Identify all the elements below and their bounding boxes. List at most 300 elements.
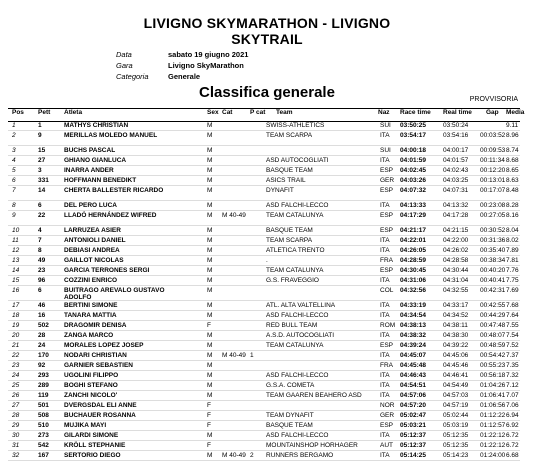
cell-pos: 6 bbox=[12, 177, 16, 184]
cell-gap: 01:12:22 bbox=[480, 412, 506, 419]
cell-sex: M bbox=[207, 202, 213, 209]
cell-race: 04:02:45 bbox=[400, 167, 427, 174]
status-label: PROVVISORIA bbox=[469, 96, 518, 103]
cell-race: 04:46:43 bbox=[400, 372, 427, 379]
col-pett: Pett bbox=[38, 109, 51, 116]
cell-pos: 4 bbox=[12, 157, 16, 164]
col-atleta: Atleta bbox=[64, 109, 83, 116]
section-title: Classifica generale bbox=[199, 84, 335, 101]
cell-naz: GER bbox=[380, 177, 395, 184]
cell-real: 05:14:23 bbox=[443, 452, 469, 459]
cell-gap: 00:23:08 bbox=[480, 202, 506, 209]
cell-name: MERILLAS MOLEDO MANUEL bbox=[64, 132, 158, 139]
cell-media: 8.74 bbox=[506, 147, 519, 154]
cell-naz: ESP bbox=[380, 422, 394, 429]
cell-pos: 21 bbox=[12, 342, 20, 349]
cell-pett: 289 bbox=[38, 382, 49, 389]
cell-media: 6.72 bbox=[506, 442, 519, 449]
cell-media: 7.52 bbox=[506, 342, 519, 349]
cell-pett: 1 bbox=[38, 122, 42, 129]
cell-sex: M bbox=[207, 312, 213, 319]
cell-real: 04:38:30 bbox=[443, 332, 469, 339]
table-row bbox=[8, 211, 520, 226]
cell-pett: 96 bbox=[38, 277, 46, 284]
cell-race: 04:57:06 bbox=[400, 392, 427, 399]
cell-sex: M bbox=[207, 277, 213, 284]
meta-value: Livigno SkyMarathon bbox=[168, 61, 244, 70]
cell-pett: 6 bbox=[38, 202, 42, 209]
cell-gap: 00:42:55 bbox=[480, 302, 506, 309]
cell-pos: 17 bbox=[12, 302, 20, 309]
cell-race: 04:21:17 bbox=[400, 227, 427, 234]
cell-media: 6.72 bbox=[506, 432, 519, 439]
cell-race: 04:30:45 bbox=[400, 267, 427, 274]
table-row bbox=[8, 391, 520, 401]
cell-gap: 00:27:05 bbox=[480, 212, 506, 219]
cell-gap: 00:17:07 bbox=[480, 187, 506, 194]
table-row bbox=[8, 176, 520, 186]
table-row bbox=[8, 256, 520, 266]
meta-line bbox=[116, 50, 248, 59]
table-row bbox=[8, 186, 520, 201]
cell-pett: 501 bbox=[38, 402, 49, 409]
cell-pett: 293 bbox=[38, 372, 49, 379]
table-row bbox=[8, 331, 520, 341]
cell-cat: M 40-49 bbox=[222, 452, 246, 459]
cell-sex: M bbox=[207, 247, 213, 254]
cell-media: 8.02 bbox=[506, 237, 519, 244]
cell-real: 04:13:32 bbox=[443, 202, 469, 209]
cell-media: 9.11 bbox=[506, 122, 519, 129]
cell-real: 04:34:52 bbox=[443, 312, 469, 319]
cell-pos: 16 bbox=[12, 287, 20, 294]
cell-name: DRAGOMIR DENISA bbox=[64, 322, 127, 329]
cell-race: 04:32:56 bbox=[400, 287, 427, 294]
cell-pos: 13 bbox=[12, 257, 20, 264]
cell-real: 04:38:11 bbox=[443, 322, 468, 329]
cell-pos: 30 bbox=[12, 432, 20, 439]
cell-team: TEAM CATALUNYA bbox=[266, 342, 324, 349]
cell-real: 04:31:04 bbox=[443, 277, 469, 284]
cell-naz: GER bbox=[380, 412, 395, 419]
cell-pett: 46 bbox=[38, 302, 46, 309]
cell-media: 7.37 bbox=[506, 352, 519, 359]
cell-media: 7.89 bbox=[506, 247, 519, 254]
cell-pos: 11 bbox=[12, 237, 19, 244]
cell-gap: 00:48:07 bbox=[480, 332, 506, 339]
cell-naz: ITA bbox=[380, 237, 390, 244]
cell-naz: AUT bbox=[380, 442, 393, 449]
cell-naz: ITA bbox=[380, 202, 390, 209]
cell-sex: M bbox=[207, 287, 213, 294]
cell-team: RUNNERS BERGAMO bbox=[266, 452, 334, 459]
cell-media: 8.04 bbox=[506, 227, 519, 234]
cell-team: TEAM SCARPA bbox=[266, 132, 313, 139]
cell-team: BASQUE TEAM bbox=[266, 422, 313, 429]
cell-real: 04:57:19 bbox=[443, 402, 469, 409]
table-row bbox=[8, 441, 520, 451]
cell-name: GARCIA TERRONES SERGI bbox=[64, 267, 150, 274]
cell-sex: M bbox=[207, 227, 213, 234]
cell-naz: ITA bbox=[380, 432, 390, 439]
cell-sex: F bbox=[207, 422, 211, 429]
cell-pett: 542 bbox=[38, 442, 49, 449]
cell-race: 04:01:59 bbox=[400, 157, 427, 164]
cell-team: RED BULL TEAM bbox=[266, 322, 318, 329]
cell-pos: 18 bbox=[12, 312, 20, 319]
cell-pett: 331 bbox=[38, 177, 49, 184]
cell-sex: M bbox=[207, 147, 213, 154]
cell-media: 8.48 bbox=[506, 187, 519, 194]
cell-naz: ITA bbox=[380, 277, 390, 284]
cell-pett: 6 bbox=[38, 287, 42, 294]
cell-sex: M bbox=[207, 237, 213, 244]
cell-name: INARRA ANDER bbox=[64, 167, 114, 174]
table-row bbox=[8, 431, 520, 441]
col-naz: Naz bbox=[378, 109, 390, 116]
table-row bbox=[8, 156, 520, 166]
cell-media: 7.12 bbox=[506, 382, 519, 389]
table-row bbox=[8, 371, 520, 381]
cell-name: BUCHS PASCAL bbox=[64, 147, 116, 154]
cell-sex: M bbox=[207, 122, 213, 129]
cell-race: 05:02:47 bbox=[400, 412, 427, 419]
cell-team: MOUNTAINSHOP HÖRHAGER bbox=[266, 442, 358, 449]
cell-team: TEAM GAAREN BEAHERO ASD bbox=[266, 392, 362, 399]
cell-naz: ESP bbox=[380, 187, 394, 194]
table-row bbox=[8, 246, 520, 256]
cell-real: 03:50:24 bbox=[443, 122, 469, 129]
cell-naz: NOR bbox=[380, 402, 395, 409]
cell-real: 04:03:25 bbox=[443, 177, 469, 184]
cell-race: 04:34:54 bbox=[400, 312, 427, 319]
cell-name: LLADÓ HERNÁNDEZ WIFRED bbox=[64, 212, 157, 219]
cell-naz: ITA bbox=[380, 302, 390, 309]
cell-pett: 27 bbox=[38, 157, 46, 164]
cell-real: 04:45:06 bbox=[443, 352, 469, 359]
cell-gap: 01:24:00 bbox=[480, 452, 506, 459]
cell-sex: F bbox=[207, 442, 211, 449]
cell-race: 05:14:25 bbox=[400, 452, 427, 459]
cell-gap: 00:54:42 bbox=[480, 352, 506, 359]
table-row bbox=[8, 226, 520, 236]
cell-sex: M bbox=[207, 257, 213, 264]
cell-name: GAILLOT NICOLAS bbox=[64, 257, 124, 264]
cell-naz: ITA bbox=[380, 312, 390, 319]
cell-team: DYNAFIT bbox=[266, 187, 294, 194]
cell-race: 04:22:01 bbox=[400, 237, 427, 244]
col-team: Team bbox=[276, 109, 293, 116]
table-row bbox=[8, 351, 520, 361]
cell-real: 04:22:00 bbox=[443, 237, 469, 244]
cell-real: 04:32:55 bbox=[443, 287, 469, 294]
cell-pcat: 1 bbox=[250, 352, 254, 359]
cell-race: 04:38:13 bbox=[400, 322, 427, 329]
cell-media: 8.28 bbox=[506, 202, 519, 209]
cell-pos: 23 bbox=[12, 362, 20, 369]
cell-gap: 00:40:41 bbox=[480, 277, 506, 284]
cell-name: MATHYS CHRISTIAN bbox=[64, 122, 129, 129]
cell-gap: 00:42:31 bbox=[480, 287, 506, 294]
cell-naz: ESP bbox=[380, 342, 394, 349]
cell-gap: 00:11:34 bbox=[480, 157, 505, 164]
cell-pett: 22 bbox=[38, 212, 46, 219]
cell-name: ZANCHI NICOLO' bbox=[64, 392, 118, 399]
cell-real: 04:39:22 bbox=[443, 342, 469, 349]
cell-team: ASD FALCHI-LECCO bbox=[266, 432, 329, 439]
cell-real: 04:57:03 bbox=[443, 392, 469, 399]
table-row bbox=[8, 276, 520, 286]
cell-gap: 01:12:57 bbox=[480, 422, 506, 429]
cell-naz: FRA bbox=[380, 257, 393, 264]
table-row bbox=[8, 201, 520, 211]
cell-sex: M bbox=[207, 157, 213, 164]
cell-pos: 26 bbox=[12, 392, 20, 399]
cell-real: 04:02:43 bbox=[443, 167, 469, 174]
col-race-time: Race time bbox=[400, 109, 431, 116]
cell-team: ASD FALCHI-LECCO bbox=[266, 372, 329, 379]
cell-sex: M bbox=[207, 372, 213, 379]
cell-pos: 20 bbox=[12, 332, 20, 339]
cell-gap: 01:22:12 bbox=[480, 432, 506, 439]
cell-race: 04:13:33 bbox=[400, 202, 427, 209]
col-pcat: P cat bbox=[250, 109, 266, 116]
cell-team: ASD FALCHI-LECCO bbox=[266, 202, 329, 209]
cell-name: DVERGSDAL ELI ANNE bbox=[64, 402, 137, 409]
cell-pos: 7 bbox=[12, 187, 16, 194]
cell-race: 05:12:37 bbox=[400, 442, 427, 449]
cell-team: BASQUE TEAM bbox=[266, 227, 313, 234]
cell-naz: ESP bbox=[380, 267, 394, 274]
meta-line bbox=[116, 61, 244, 70]
cell-race: 05:03:21 bbox=[400, 422, 427, 429]
cell-team: . bbox=[266, 257, 268, 264]
cell-pett: 23 bbox=[38, 267, 46, 274]
cell-race: 04:26:05 bbox=[400, 247, 427, 254]
cell-real: 04:21:15 bbox=[443, 227, 469, 234]
table-row bbox=[8, 266, 520, 276]
cell-name: NODARI CHRISTIAN bbox=[64, 352, 127, 359]
cell-sex: M bbox=[207, 177, 213, 184]
cell-pcat: 2 bbox=[250, 452, 254, 459]
table-row bbox=[8, 236, 520, 246]
cell-race: 04:45:07 bbox=[400, 352, 427, 359]
table-row bbox=[8, 286, 520, 301]
cell-name: KRÖLL STEPHANIE bbox=[64, 442, 126, 449]
col-gap: Gap bbox=[486, 109, 499, 116]
cell-pos: 10 bbox=[12, 227, 20, 234]
cell-sex: F bbox=[207, 402, 211, 409]
col-real-time: Real time bbox=[443, 109, 472, 116]
cell-name: GARNIER SEBASTIEN bbox=[64, 362, 133, 369]
cell-media: 7.06 bbox=[506, 402, 519, 409]
cell-pett: 9 bbox=[38, 132, 42, 139]
meta-value: sabato 19 giugno 2021 bbox=[168, 50, 249, 59]
cell-pett: 273 bbox=[38, 432, 49, 439]
cell-pett: 49 bbox=[38, 257, 46, 264]
cell-media: 7.75 bbox=[506, 277, 519, 284]
cell-name: BOGHI STEFANO bbox=[64, 382, 118, 389]
cell-media: 8.65 bbox=[506, 167, 519, 174]
cell-pett: 4 bbox=[38, 227, 42, 234]
cell-sex: M bbox=[207, 267, 213, 274]
cell-gap: 00:09:53 bbox=[480, 147, 506, 154]
cell-sex: M bbox=[207, 302, 213, 309]
cell-sex: M bbox=[207, 382, 213, 389]
cell-gap: 01:06:41 bbox=[480, 392, 506, 399]
cell-sex: M bbox=[207, 392, 213, 399]
meta-key: Categoria bbox=[116, 72, 149, 81]
cell-sex: M bbox=[207, 432, 213, 439]
cell-sex: M bbox=[207, 362, 213, 369]
cell-name: BUCHAUER ROSANNA bbox=[64, 412, 136, 419]
cell-real: 04:01:57 bbox=[443, 157, 469, 164]
cell-pett: 92 bbox=[38, 362, 46, 369]
cell-name: CHERTA BALLESTER RICARDO bbox=[64, 187, 164, 194]
cell-team: TEAM CATALUNYA bbox=[266, 212, 324, 219]
cell-name: BUITRAGO AREVALO GUSTAVO ADOLFO bbox=[64, 287, 165, 301]
cell-name: GILARDI SIMONE bbox=[64, 432, 119, 439]
cell-pos: 31 bbox=[12, 442, 20, 449]
cell-real: 04:46:41 bbox=[443, 372, 469, 379]
cell-pos: 3 bbox=[12, 147, 16, 154]
cell-gap: 01:22:12 bbox=[480, 442, 506, 449]
cell-media: 7.07 bbox=[506, 392, 519, 399]
cell-pos: 27 bbox=[12, 402, 20, 409]
cell-naz: ITA bbox=[380, 332, 390, 339]
table-row bbox=[8, 361, 520, 371]
cell-race: 04:31:06 bbox=[400, 277, 427, 284]
cell-pett: 15 bbox=[38, 147, 46, 154]
cell-real: 04:28:58 bbox=[443, 257, 469, 264]
cell-team: ATLETICA TRENTO bbox=[266, 247, 325, 254]
cell-team: ASICS TRAIL bbox=[266, 177, 306, 184]
cell-media: 7.35 bbox=[506, 362, 519, 369]
cell-race: 04:33:19 bbox=[400, 302, 427, 309]
cell-real: 04:33:17 bbox=[443, 302, 469, 309]
cell-naz: SUI bbox=[380, 122, 391, 129]
cell-gap: 00:40:20 bbox=[480, 267, 506, 274]
cell-pett: 24 bbox=[38, 342, 46, 349]
cell-sex: F bbox=[207, 412, 211, 419]
cell-name: ANTONIOLI DANIEL bbox=[64, 237, 126, 244]
cell-pett: 16 bbox=[38, 312, 46, 319]
cell-pett: 510 bbox=[38, 422, 49, 429]
cell-name: DEL PERO LUCA bbox=[64, 202, 117, 209]
table-row bbox=[8, 421, 520, 431]
cell-team: TEAM DYNAFIT bbox=[266, 412, 314, 419]
meta-value: Generale bbox=[168, 72, 201, 81]
cell-real: 04:54:49 bbox=[443, 382, 469, 389]
cell-pos: 1 bbox=[12, 122, 16, 129]
cell-race: 04:57:20 bbox=[400, 402, 427, 409]
cell-media: 7.81 bbox=[506, 257, 519, 264]
cell-team: SWISS-ATHLETICS bbox=[266, 122, 325, 129]
cell-naz: ITA bbox=[380, 452, 390, 459]
table-header bbox=[8, 108, 525, 122]
cell-pos: 22 bbox=[12, 352, 20, 359]
cell-team: G.S. FRAVEGGIO bbox=[266, 277, 319, 284]
cell-naz: ITA bbox=[380, 132, 390, 139]
cell-gap: 00:38:34 bbox=[480, 257, 506, 264]
col-cat: Cat bbox=[222, 109, 233, 116]
table-row bbox=[8, 146, 520, 156]
cell-media: 8.96 bbox=[506, 132, 519, 139]
cell-media: 8.63 bbox=[506, 177, 519, 184]
cell-pos: 19 bbox=[12, 322, 20, 329]
cell-name: BERTINI SIMONE bbox=[64, 302, 118, 309]
cell-race: 03:54:17 bbox=[400, 132, 427, 139]
cell-real: 04:26:02 bbox=[443, 247, 469, 254]
cell-race: 04:17:29 bbox=[400, 212, 427, 219]
cell-race: 04:39:24 bbox=[400, 342, 427, 349]
cell-gap: 00:56:18 bbox=[480, 372, 506, 379]
cell-real: 04:17:28 bbox=[443, 212, 469, 219]
col-media: Media bbox=[506, 109, 525, 116]
cell-name: MUJIKA MAYI bbox=[64, 422, 107, 429]
cell-name: TANARA MATTIA bbox=[64, 312, 117, 319]
meta-line bbox=[116, 72, 200, 81]
cell-media: 7.64 bbox=[506, 312, 519, 319]
cell-gap: 01:04:26 bbox=[480, 382, 506, 389]
cell-pos: 29 bbox=[12, 422, 20, 429]
cell-pett: 3 bbox=[38, 167, 42, 174]
cell-pett: 119 bbox=[38, 392, 49, 399]
table-row bbox=[8, 311, 520, 321]
cell-real: 04:45:46 bbox=[443, 362, 469, 369]
table-row bbox=[8, 166, 520, 176]
cell-pos: 9 bbox=[12, 212, 16, 219]
cell-sex: M bbox=[207, 452, 213, 459]
cell-naz: ITA bbox=[380, 392, 390, 399]
cell-naz: COL bbox=[380, 287, 394, 294]
cell-naz: ITA bbox=[380, 352, 390, 359]
cell-media: 6.92 bbox=[506, 422, 519, 429]
cell-naz: ROM bbox=[380, 322, 396, 329]
cell-pos: 14 bbox=[12, 267, 20, 274]
cell-name: LARRUZEA ASIER bbox=[64, 227, 121, 234]
cell-media: 7.54 bbox=[506, 332, 519, 339]
cell-sex: M bbox=[207, 187, 213, 194]
cell-naz: ESP bbox=[380, 167, 394, 174]
cell-pos: 25 bbox=[12, 382, 20, 389]
cell-name: SERTORIO DIEGO bbox=[64, 452, 121, 459]
cell-gap: 01:06:56 bbox=[480, 402, 506, 409]
cell-naz: FRA bbox=[380, 362, 393, 369]
cell-media: 8.68 bbox=[506, 157, 519, 164]
cell-name: HOFFMANN BENEDIKT bbox=[64, 177, 137, 184]
cell-pett: 14 bbox=[38, 187, 46, 194]
cell-gap: 00:35:40 bbox=[480, 247, 506, 254]
cell-race: 04:54:51 bbox=[400, 382, 427, 389]
cell-sex: F bbox=[207, 322, 211, 329]
cell-team: ASD AUTOCOGLIATI bbox=[266, 157, 329, 164]
cell-naz: ITA bbox=[380, 247, 390, 254]
cell-sex: M bbox=[207, 167, 213, 174]
cell-naz: ITA bbox=[380, 157, 390, 164]
cell-gap: 00:30:52 bbox=[480, 227, 506, 234]
cell-team: A.S.D. AUTOCOGLIATI bbox=[266, 332, 335, 339]
cell-pett: 508 bbox=[38, 412, 49, 419]
cell-pett: 502 bbox=[38, 322, 49, 329]
cell-pos: 32 bbox=[12, 452, 20, 459]
meta-key: Data bbox=[116, 50, 132, 59]
cell-race: 05:12:37 bbox=[400, 432, 427, 439]
cell-naz: SUI bbox=[380, 147, 391, 154]
meta-key: Gara bbox=[116, 61, 133, 70]
cell-media: 6.94 bbox=[506, 412, 519, 419]
cell-pos: 8 bbox=[12, 202, 16, 209]
